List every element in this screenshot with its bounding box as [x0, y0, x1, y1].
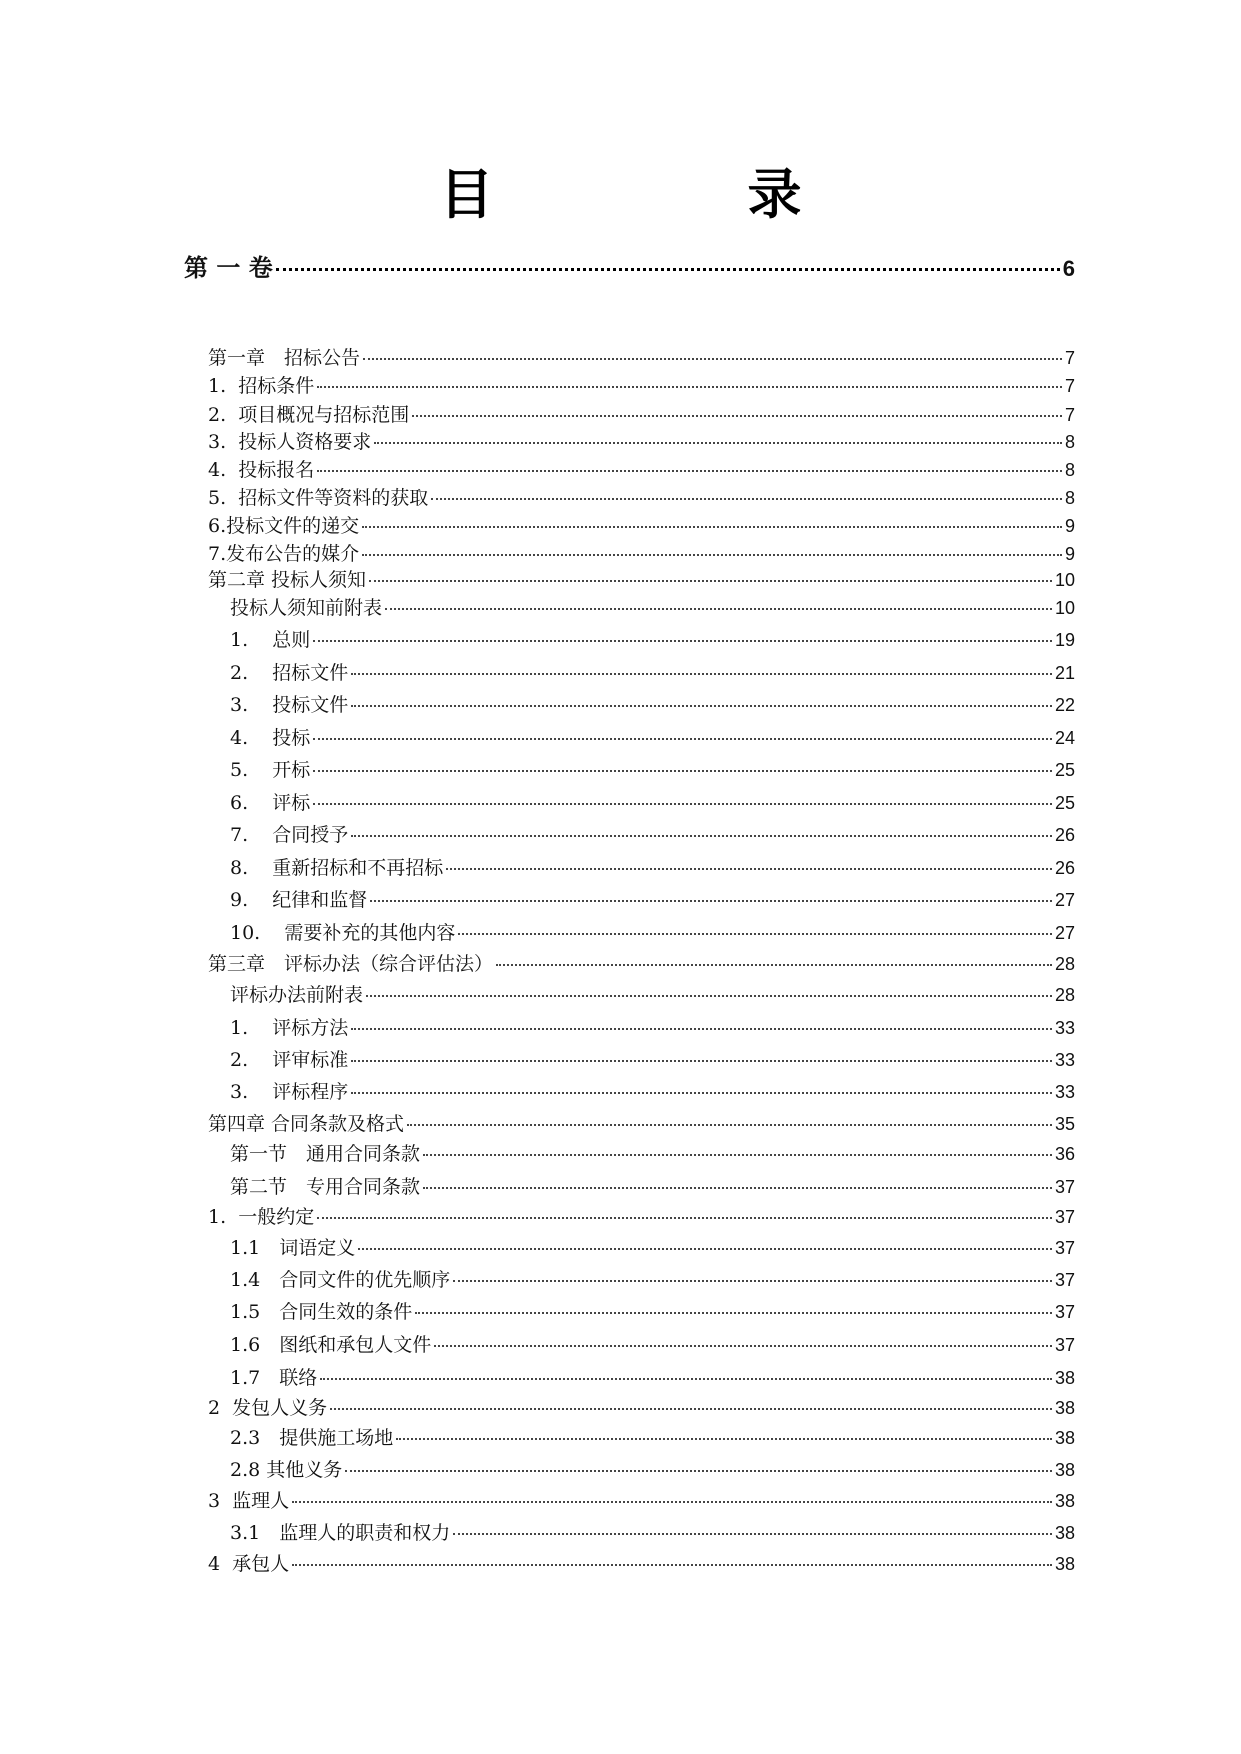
dot-leader: [351, 672, 1052, 675]
toc-entry[interactable]: [230, 1268, 1075, 1292]
dot-leader: [434, 1344, 1052, 1347]
toc-entry-label: 第一章 招标公告: [208, 347, 361, 369]
toc-entry[interactable]: [230, 1333, 1075, 1357]
toc-entry-page-number: 8: [1064, 488, 1075, 508]
dot-leader: [351, 1059, 1052, 1062]
toc-entry-page-number: 27: [1054, 923, 1075, 943]
dot-leader: [351, 834, 1052, 837]
dot-leader: [453, 1532, 1052, 1535]
toc-entry-label: 1. 招标条件: [208, 375, 315, 397]
toc-entry[interactable]: [208, 1489, 1075, 1513]
toc-entry-label: 1.4 合同文件的优先顺序: [230, 1269, 451, 1291]
toc-entry[interactable]: [208, 403, 1075, 427]
toc-entry-label: 1.6 图纸和承包人文件: [230, 1334, 432, 1356]
toc-entry-page-number: 25: [1054, 760, 1075, 780]
dot-leader: [385, 607, 1052, 610]
dot-leader: [363, 357, 1062, 360]
toc-entry[interactable]: [230, 661, 1075, 685]
toc-entry-label: 5. 招标文件等资料的获取: [208, 487, 429, 509]
dot-leader: [362, 525, 1062, 528]
toc-entry-page-number: 38: [1054, 1428, 1075, 1448]
toc-entry[interactable]: [230, 1016, 1075, 1040]
toc-entry[interactable]: [230, 1426, 1075, 1450]
toc-entry-page-number: 7: [1064, 348, 1075, 368]
toc-entry-page-number: 26: [1054, 858, 1075, 878]
toc-entry[interactable]: [208, 458, 1075, 482]
toc-entry[interactable]: [230, 596, 1075, 620]
toc-entry-label: 3 监理人: [208, 1490, 290, 1512]
toc-entry-page-number: 25: [1054, 793, 1075, 813]
toc-entry-label: 2 发包人义务: [208, 1397, 328, 1419]
toc-entry[interactable]: [208, 430, 1075, 454]
dot-leader: [317, 469, 1062, 472]
toc-entry-page-number: 28: [1054, 954, 1075, 974]
toc-entry-label: 2.3 提供施工场地: [230, 1427, 394, 1449]
toc-entry-page-number: 10: [1054, 598, 1075, 618]
toc-entry-page-number: 26: [1054, 825, 1075, 845]
toc-entry-page-number: 19: [1054, 630, 1075, 650]
dot-leader: [407, 1123, 1052, 1126]
toc-entry[interactable]: [208, 346, 1075, 370]
dot-leader: [458, 932, 1052, 935]
toc-entry-page-number: 37: [1054, 1207, 1075, 1227]
toc-entry-page-number: 33: [1054, 1050, 1075, 1070]
toc-entry[interactable]: [208, 374, 1075, 398]
toc-entry-label: 第二章 投标人须知: [208, 569, 367, 591]
toc-entry-label: 7. 合同授予: [230, 824, 349, 846]
dot-leader: [317, 1216, 1052, 1219]
toc-entry-page-number: 38: [1054, 1554, 1075, 1574]
dot-leader: [362, 553, 1062, 556]
dot-leader: [313, 802, 1052, 805]
toc-entry-page-number: 10: [1054, 570, 1075, 590]
toc-entry-page-number: 7: [1064, 376, 1075, 396]
toc-entry-page-number: 35: [1054, 1114, 1075, 1134]
toc-entry-label: 6.投标文件的递交: [208, 515, 360, 537]
toc-entry[interactable]: [208, 514, 1075, 538]
dot-leader: [330, 1407, 1052, 1410]
toc-entry-label: 1. 评标方法: [230, 1017, 349, 1039]
toc-entry-label: 投标人须知前附表: [230, 597, 383, 619]
toc-entry[interactable]: [208, 952, 1075, 976]
toc-entry-page-number: 8: [1064, 432, 1075, 452]
toc-entry[interactable]: [230, 1458, 1075, 1482]
toc-entry-page-number: 38: [1054, 1398, 1075, 1418]
toc-entry-label: 2. 项目概况与招标范围: [208, 404, 410, 426]
toc-entry-label: 4. 投标: [230, 727, 311, 749]
toc-entry-label: 2. 招标文件: [230, 662, 349, 684]
toc-entry-label: 6. 评标: [230, 792, 311, 814]
dot-leader: [320, 1377, 1052, 1380]
toc-entry[interactable]: [230, 1080, 1075, 1104]
toc-entry-label: 3.1 监理人的职责和权力: [230, 1522, 451, 1544]
toc-entry-page-number: 33: [1054, 1018, 1075, 1038]
toc-entry[interactable]: [230, 628, 1075, 652]
toc-entry-page-number: 28: [1054, 985, 1075, 1005]
dot-leader: [369, 579, 1052, 582]
toc-entry-page-number: 37: [1054, 1238, 1075, 1258]
toc-entry-label: 1.1 词语定义: [230, 1237, 356, 1259]
dot-leader: [366, 994, 1052, 997]
dot-leader: [370, 899, 1052, 902]
toc-entry-page-number: 33: [1054, 1082, 1075, 1102]
toc-entry-label: 9. 纪律和监督: [230, 889, 368, 911]
toc-entry-label: 3. 投标文件: [230, 694, 349, 716]
toc-entry-label: 5. 开标: [230, 759, 311, 781]
toc-entry-page-number: 27: [1054, 890, 1075, 910]
dot-leader: [396, 1437, 1052, 1440]
toc-entry[interactable]: [184, 256, 1075, 281]
toc-entry-page-number: 38: [1054, 1368, 1075, 1388]
toc-entry[interactable]: [230, 1300, 1075, 1324]
toc-entry-page-number: 38: [1054, 1460, 1075, 1480]
dot-leader: [415, 1311, 1052, 1314]
toc-entry-page-number: 37: [1054, 1177, 1075, 1197]
dot-leader: [374, 441, 1062, 444]
dot-leader: [351, 1091, 1052, 1094]
toc-entry[interactable]: [230, 1142, 1075, 1166]
toc-entry-page-number: 38: [1054, 1491, 1075, 1511]
toc-entry-label: 4. 投标报名: [208, 459, 315, 481]
toc-entry[interactable]: [208, 1205, 1075, 1229]
toc-entry-page-number: 21: [1054, 663, 1075, 683]
dot-leader: [423, 1186, 1052, 1189]
toc-entry-page-number: 36: [1054, 1144, 1075, 1164]
toc-entry-label: 1.5 合同生效的条件: [230, 1301, 413, 1323]
toc-entry-label: 2. 评审标准: [230, 1049, 349, 1071]
toc-entry[interactable]: [208, 568, 1075, 592]
toc-entry[interactable]: [230, 758, 1075, 782]
dot-leader: [292, 1500, 1052, 1503]
dot-leader: [351, 1027, 1052, 1030]
toc-entry-label: 第 一 卷: [184, 254, 273, 282]
dot-leader: [345, 1469, 1052, 1472]
toc-entry-label: 评标办法前附表: [230, 984, 364, 1006]
dot-leader: [423, 1153, 1052, 1156]
toc-entry-label: 1. 一般约定: [208, 1206, 315, 1228]
toc-entry[interactable]: [208, 1396, 1075, 1420]
dot-leader: [292, 1563, 1052, 1566]
toc-entry-page-number: 37: [1054, 1335, 1075, 1355]
dot-leader: [412, 414, 1062, 417]
toc-entry[interactable]: [208, 486, 1075, 510]
toc-entry[interactable]: [230, 983, 1075, 1007]
toc-entry[interactable]: [230, 1175, 1075, 1199]
dot-leader: [453, 1279, 1052, 1282]
toc-entry-page-number: 24: [1054, 728, 1075, 748]
dot-leader: [313, 639, 1052, 642]
toc-entry[interactable]: [230, 823, 1075, 847]
toc-entry-label: 3. 投标人资格要求: [208, 431, 372, 453]
toc-entry-page-number: 37: [1054, 1270, 1075, 1290]
toc-entry-page-number: 22: [1054, 695, 1075, 715]
toc-entry-label: 第三章 评标办法（综合评估法）: [208, 953, 494, 975]
toc-entry[interactable]: [230, 791, 1075, 815]
toc-entry-label: 第一节 通用合同条款: [230, 1143, 421, 1165]
dot-leader: [317, 385, 1062, 388]
toc-entry[interactable]: [208, 1552, 1075, 1576]
toc-entry-label: 第二节 专用合同条款: [230, 1176, 421, 1198]
toc-entry[interactable]: [230, 1048, 1075, 1072]
toc-entry-label: 2.8 其他义务: [230, 1459, 343, 1481]
toc-entry[interactable]: [230, 1236, 1075, 1260]
toc-entry-page-number: 6: [1062, 256, 1075, 281]
toc-entry-label: 3. 评标程序: [230, 1081, 349, 1103]
toc-entry-label: 10. 需要补充的其他内容: [230, 922, 456, 944]
toc-entry[interactable]: [230, 856, 1075, 880]
page-title: 目 录: [439, 163, 902, 226]
toc-entry[interactable]: [208, 1112, 1075, 1136]
toc-entry-label: 1. 总则: [230, 629, 311, 651]
toc-entry[interactable]: [230, 1366, 1075, 1390]
toc-entry-page-number: 38: [1054, 1523, 1075, 1543]
toc-entry-page-number: 8: [1064, 460, 1075, 480]
dot-leader: [276, 267, 1060, 271]
dot-leader: [313, 737, 1052, 740]
dot-leader: [431, 497, 1062, 500]
toc-entry-label: 8. 重新招标和不再招标: [230, 857, 444, 879]
toc-entry[interactable]: [208, 542, 1075, 566]
toc-entry[interactable]: [230, 1521, 1075, 1545]
toc-entry-label: 4 承包人: [208, 1553, 290, 1575]
dot-leader: [313, 769, 1052, 772]
toc-entry[interactable]: [230, 726, 1075, 750]
dot-leader: [358, 1247, 1052, 1250]
dot-leader: [496, 963, 1052, 966]
dot-leader: [351, 704, 1052, 707]
toc-entry-page-number: 9: [1064, 544, 1075, 564]
toc-entry-page-number: 7: [1064, 405, 1075, 425]
toc-entry[interactable]: [230, 921, 1075, 945]
toc-entry-label: 1.7 联络: [230, 1367, 318, 1389]
toc-entry-page-number: 37: [1054, 1302, 1075, 1322]
toc-entry-page-number: 9: [1064, 516, 1075, 536]
dot-leader: [446, 867, 1052, 870]
toc-entry-label: 第四章 合同条款及格式: [208, 1113, 405, 1135]
toc-entry-label: 7.发布公告的媒介: [208, 543, 360, 565]
toc-entry[interactable]: [230, 693, 1075, 717]
toc-entry[interactable]: [230, 888, 1075, 912]
